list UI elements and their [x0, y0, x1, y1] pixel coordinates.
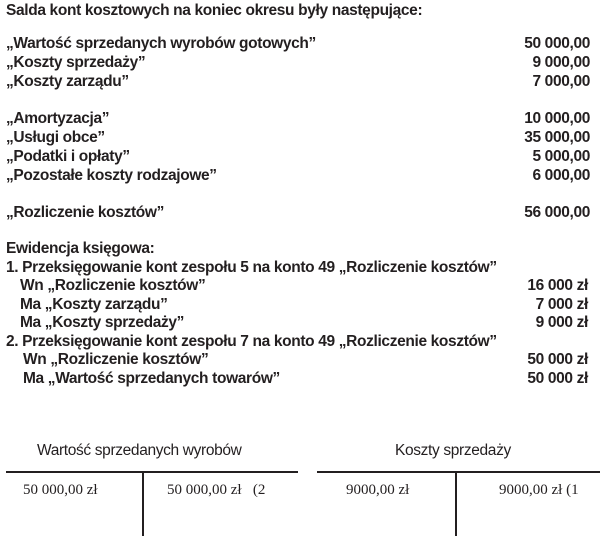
ledger-entry-amount: 7 000 zł: [535, 296, 588, 313]
t-account-vertical-line: [455, 471, 457, 536]
t-account-title: Koszty sprzedaży: [395, 442, 511, 459]
balance-row-selling-costs: [6, 54, 590, 72]
balance-row-cost-settlement: [6, 204, 590, 222]
ledger-entry-amount: 9 000 zł: [535, 314, 588, 331]
balance-label: „Koszty sprzedaży”: [6, 54, 146, 71]
balance-amount: 7 000,00: [532, 73, 590, 90]
balance-label: „Koszty zarządu”: [6, 73, 129, 90]
ledger-title: Ewidencja księgowa:: [6, 240, 155, 257]
ledger-entry-label: Ma „Koszty zarządu”: [20, 296, 168, 313]
t-account-vertical-line: [142, 471, 144, 536]
t-account-credit: 50 000,00 zł (2: [167, 482, 266, 498]
t-account-horizontal-line: [317, 471, 600, 473]
ledger-entry-label: Ma „Wartość sprzedanych towarów”: [23, 370, 280, 387]
balance-label: „Rozliczenie kosztów”: [6, 204, 165, 221]
balance-label: „Wartość sprzedanych wyrobów gotowych”: [6, 35, 316, 52]
balance-row-admin-costs: [6, 73, 590, 91]
balance-label: „Podatki i opłaty”: [6, 148, 130, 165]
t-account-horizontal-line: [6, 471, 298, 473]
ledger-entry: [6, 370, 588, 388]
t-account-debit: 50 000,00 zł: [23, 482, 98, 498]
ledger-step-2: 2. Przeksięgowanie kont zespołu 7 na konto 49 „Rozliczenie kosztów”: [6, 333, 497, 350]
ledger-entry: [6, 296, 588, 314]
ledger-entry: [6, 314, 588, 332]
balance-amount: 5 000,00: [532, 148, 590, 165]
t-account-title: Wartość sprzedanych wyrobów: [37, 442, 242, 459]
t-account-credit: 9000,00 zł (1: [499, 482, 579, 498]
ledger-entry: [6, 277, 588, 295]
ledger-entry-amount: 50 000 zł: [527, 351, 588, 368]
section-heading: Salda kont kosztowych na koniec okresu były następujące:: [6, 2, 423, 19]
ledger-entry-label: Wn „Rozliczenie kosztów”: [23, 351, 209, 368]
balance-label: „Amortyzacja”: [6, 110, 110, 127]
balance-amount: 50 000,00: [524, 35, 590, 52]
t-account-debit: 9000,00 zł: [346, 482, 410, 498]
balance-label: „Usługi obce”: [6, 129, 105, 146]
balance-label: „Pozostałe koszty rodzajowe”: [6, 167, 217, 184]
balance-row-other-costs: [6, 167, 590, 185]
ledger-entry-label: Wn „Rozliczenie kosztów”: [20, 277, 206, 294]
balance-row-depreciation: [6, 110, 590, 128]
balance-row-finished-goods: [6, 35, 590, 53]
balance-amount: 35 000,00: [524, 129, 590, 146]
balance-amount: 9 000,00: [532, 54, 590, 71]
balance-row-external-services: [6, 129, 590, 147]
ledger-entry-amount: 16 000 zł: [527, 277, 588, 294]
ledger-entry: [6, 351, 588, 369]
balance-row-taxes-fees: [6, 148, 590, 166]
balance-amount: 6 000,00: [532, 167, 590, 184]
ledger-entry-amount: 50 000 zł: [527, 370, 588, 387]
balance-amount: 10 000,00: [524, 110, 590, 127]
ledger-entry-label: Ma „Koszty sprzedaży”: [20, 314, 185, 331]
ledger-step-1: 1. Przeksięgowanie kont zespołu 5 na konto 49 „Rozliczenie kosztów”: [6, 259, 497, 276]
balance-amount: 56 000,00: [524, 204, 590, 221]
